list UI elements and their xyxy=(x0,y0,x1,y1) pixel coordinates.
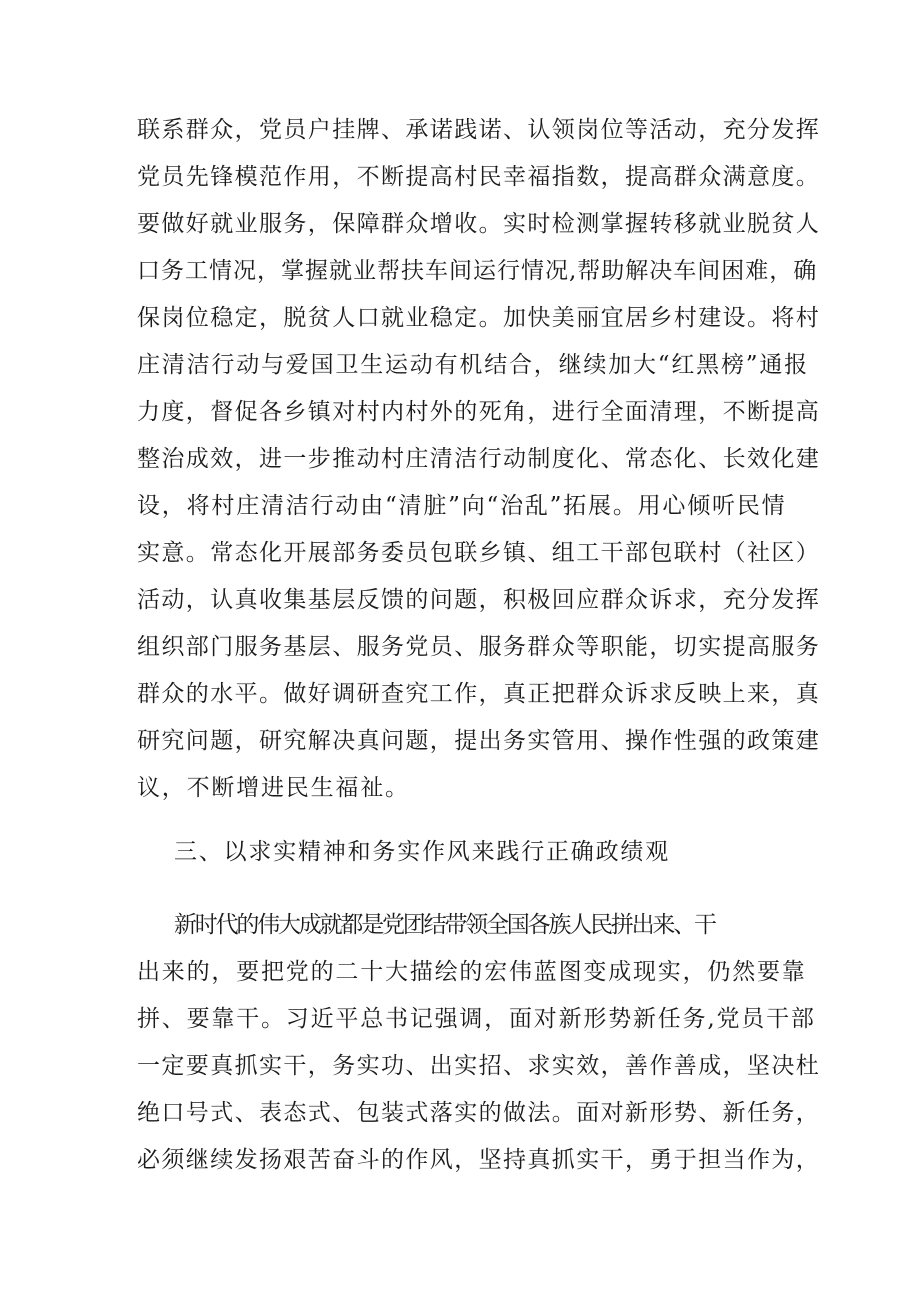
text-line: 实意。常态化开展部务委员包联乡镇、组工干部包联村（社区） xyxy=(137,540,821,566)
text-line: 党员先锋模范作用，不断提高村民幸福指数，提高群众满意度。 xyxy=(137,164,821,190)
text-line: 群众的水平。做好调研查究工作，真正把群众诉求反映上来，真 xyxy=(137,681,821,707)
text-line: 要做好就业服务，保障群众增收。实时检测掌握转移就业脱贫人 xyxy=(137,211,821,237)
section-heading: 三、以求实精神和务实作风来践行正确政绩观 xyxy=(174,839,670,865)
text-line: 活动，认真收集基层反馈的问题，积极回应群众诉求，充分发挥 xyxy=(137,587,821,613)
text-line: 议，不断增进民生福祉。 xyxy=(137,775,410,801)
text-line: 保岗位稳定，脱贫人口就业稳定。加快美丽宜居乡村建设。将村 xyxy=(137,305,821,331)
text-line: 绝口号式、表态式、包装式落实的做法。面对新形势、新任务， xyxy=(137,1100,821,1126)
text-line: 口务工情况，掌握就业帮扶车间运行情况,帮助解决车间困难，确 xyxy=(137,258,818,284)
text-line: 整治成效，进一步推动村庄清洁行动制度化、常态化、长效化建 xyxy=(137,446,821,472)
text-line: 必须继续发扬艰苦奋斗的作风，坚持真抓实干，勇于担当作为， xyxy=(137,1147,821,1173)
text-line: 拼、要靠干。习近平总书记强调，面对新形势新任务,党员干部 xyxy=(137,1006,816,1032)
text-line: 力度，督促各乡镇对村内村外的死角，进行全面清理，不断提高 xyxy=(137,399,821,425)
text-line: 新时代的伟大成就都是党团结带领全国各族人民拼出来、干 xyxy=(174,912,715,938)
text-line: 组织部门服务基层、服务党员、服务群众等职能，切实提高服务 xyxy=(137,634,821,660)
text-line: 庄清洁行动与爱国卫生运动有机结合，继续加大“红黑榜”通报 xyxy=(137,352,809,378)
text-line: 出来的，要把党的二十大描绘的宏伟蓝图变成现实，仍然要靠 xyxy=(137,959,807,985)
text-line: 一定要真抓实干，务实功、出实招、求实效，善作善成，坚决杜 xyxy=(137,1053,821,1079)
text-line: 设，将村庄清洁行动由“清脏”向“治乱”拓展。用心倾听民情 xyxy=(137,493,787,519)
text-line: 研究问题，研究解决真问题，提出务实管用、操作性强的政策建 xyxy=(137,728,821,754)
text-line: 联系群众，党员户挂牌、承诺践诺、认领岗位等活动，充分发挥 xyxy=(137,117,821,143)
